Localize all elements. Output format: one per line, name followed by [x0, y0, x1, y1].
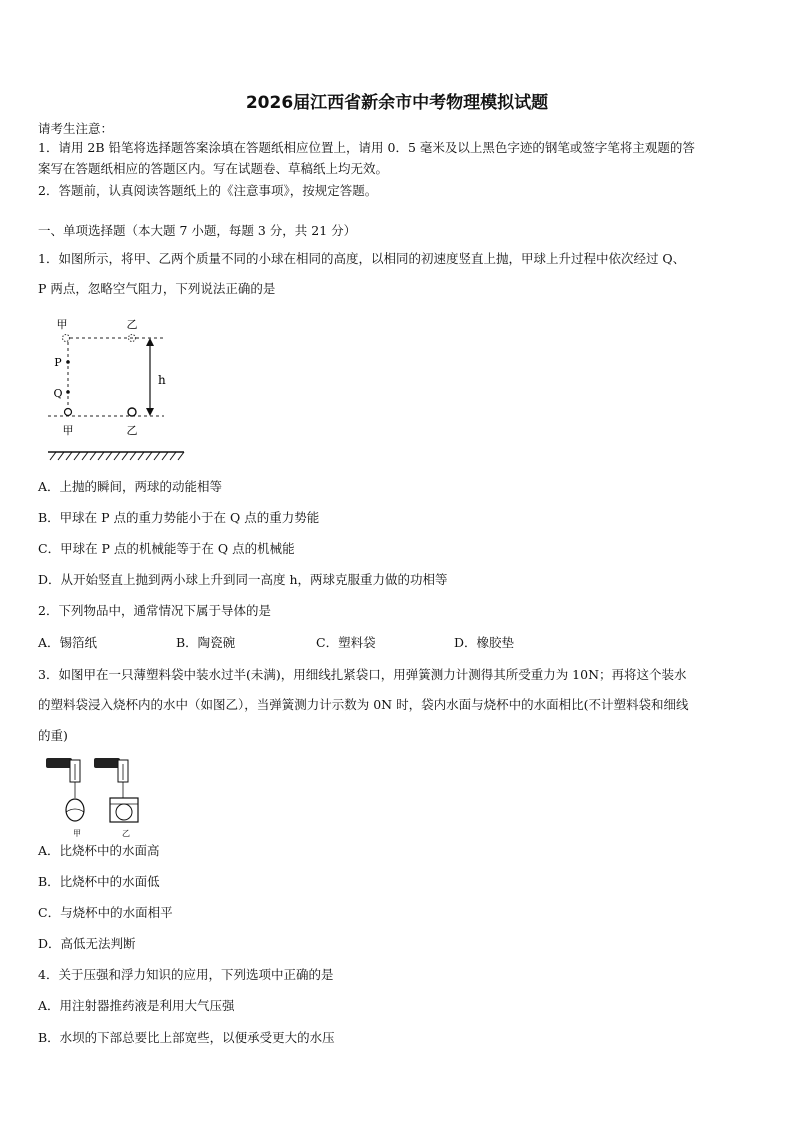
fig1-ball-jia: [65, 409, 72, 416]
fig1-label-jia-bottom: 甲: [62, 424, 74, 437]
fig1-ball-yi: [128, 408, 136, 416]
fig1-label-q: Q: [53, 387, 63, 400]
q4-stem: 4．关于压强和浮力知识的应用，下列选项中正确的是: [38, 967, 334, 982]
fig1-label-h: h: [158, 373, 166, 387]
q2-stem: 2．下列物品中，通常情况下属于导体的是: [38, 603, 271, 618]
fig2-bag-jia: [66, 799, 84, 821]
q3-stem-line-2: 的塑料袋浸入烧杯内的水中（如图乙），当弹簧测力计示数为 0N 时，袋内水面与烧杯中的水面相比(不计塑料袋和细线: [38, 697, 689, 712]
fig1-point-p: [66, 360, 70, 364]
q1-option-c: C．甲球在 P 点的机械能等于在 Q 点的机械能: [38, 541, 295, 556]
q1-figure-balls: [44, 314, 194, 464]
q3-option-d: D．高低无法判断: [38, 936, 136, 951]
q3-option-a: A．比烧杯中的水面高: [38, 843, 160, 858]
q3-option-c: C．与烧杯中的水面相平: [38, 905, 173, 920]
fig2-label-jia: 甲: [73, 829, 81, 838]
q3-stem-line-1: 3．如图甲在一只薄塑料袋中装水过半(未满)，用细线扎紧袋口，用弹簧测力计测得其所受重力为 10N；再将这个装水: [38, 667, 687, 682]
fig2-label-yi: 乙: [122, 829, 130, 838]
notice-item-1-line-2: 案写在答题纸相应的答题区内。写在试题卷、草稿纸上均无效。: [38, 161, 389, 176]
fig1-ball-jia-top: [63, 335, 70, 342]
q1-stem-line-2: P 两点，忽略空气阻力，下列说法正确的是: [38, 281, 276, 296]
q2-option-c: C．塑料袋: [316, 635, 376, 650]
q4-option-a: A．用注射器推药液是利用大气压强: [38, 998, 235, 1013]
q1-option-d: D．从开始竖直上抛到两小球上升到同一高度 h，两球克服重力做的功相等: [38, 572, 448, 587]
q3-option-b: B．比烧杯中的水面低: [38, 874, 160, 889]
q3-figure-spring-scale: [44, 754, 154, 840]
q1-option-a: A．上抛的瞬间，两球的动能相等: [38, 479, 223, 494]
fig1-label-jia-top: 甲: [56, 318, 68, 331]
q2-option-a: A．锡箔纸: [38, 635, 98, 650]
fig1-point-q: [66, 390, 70, 394]
fig1-label-p: P: [54, 356, 62, 369]
notice-item-1-line-1: 1．请用 2B 铅笔将选择题答案涂填在答题纸相应位置上，请用 0．5 毫米及以上黑色字迹的钢笔或签字笔将主观题的答: [38, 140, 695, 155]
fig1-arrow-head-bottom: [146, 408, 154, 416]
fig2-hand-jia: [46, 758, 72, 768]
notice-item-2: 2．答题前，认真阅读答题纸上的《注意事项》，按规定答题。: [38, 183, 378, 198]
section-heading: 一、单项选择题（本大题 7 小题，每题 3 分，共 21 分）: [38, 223, 357, 238]
q4-option-b: B．水坝的下部总要比上部宽些，以便承受更大的水压: [38, 1030, 335, 1045]
notice-heading: 请考生注意：: [38, 121, 114, 136]
q1-stem-line-1: 1．如图所示，将甲、乙两个质量不同的小球在相同的高度，以相同的初速度竖直上抛，甲球上升过程中依次经过 Q、: [38, 251, 686, 266]
q2-option-d: D．橡胶垫: [454, 635, 515, 650]
fig1-label-yi-bottom: 乙: [126, 424, 138, 437]
q2-options: [38, 635, 514, 651]
page-title: 2026届江西省新余市中考物理模拟试题: [245, 93, 549, 113]
q3-stem-line-3: 的重): [38, 728, 68, 743]
fig2-bag-yi: [116, 804, 132, 820]
fig1-label-yi-top: 乙: [126, 318, 138, 331]
fig1-ground-hatching: [50, 452, 184, 460]
fig1-arrow-head-top: [146, 338, 154, 346]
fig2-hand-yi: [94, 758, 120, 768]
q2-option-b: B．陶瓷碗: [176, 635, 236, 650]
q1-option-b: B．甲球在 P 点的重力势能小于在 Q 点的重力势能: [38, 510, 320, 525]
